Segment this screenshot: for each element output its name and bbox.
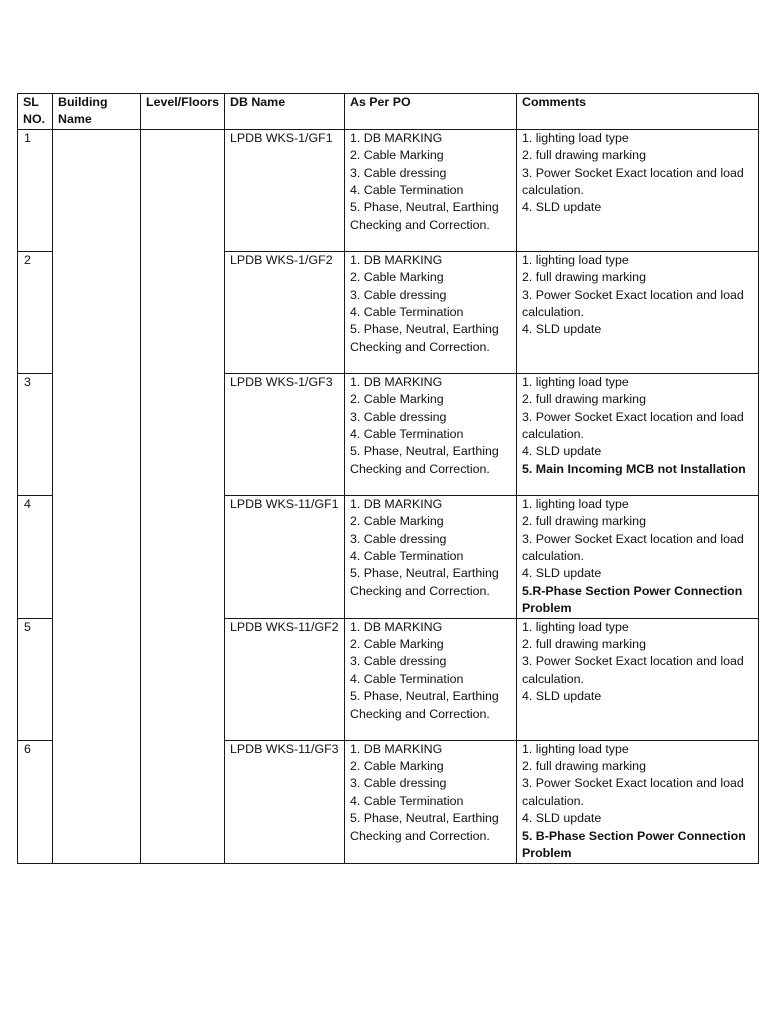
po-item: 4. Cable Termination (350, 671, 464, 686)
comments-cell (517, 495, 759, 618)
po-item: 3. Cable dressing (350, 531, 447, 546)
po-item: 1. DB MARKING (350, 741, 443, 756)
header-level-floors: Level/Floors (141, 94, 225, 130)
comment-item: 1. lighting load type (522, 741, 629, 756)
po-item: 2. Cable Marking (350, 637, 444, 652)
comment-item-issue: 5.R-Phase Section Power Connection Problem (522, 583, 743, 616)
db-name-cell: LPDB WKS-1/GF1 (225, 129, 345, 251)
po-item: 5. Phase, Neutral, Earthing Checking and Correction. (350, 322, 499, 354)
sl-no-cell: 5 (18, 618, 53, 740)
po-item: 5. Phase, Neutral, Earthing Checking and Correction. (350, 444, 499, 476)
po-item: 3. Cable dressing (350, 165, 447, 180)
comment-item: 2. full drawing marking (522, 270, 646, 285)
as-per-po-cell (345, 495, 517, 618)
db-name-cell: LPDB WKS-11/GF1 (225, 495, 345, 618)
po-item: 3. Cable dressing (350, 409, 447, 424)
comment-item: 2. full drawing marking (522, 392, 646, 407)
as-per-po-cell (345, 740, 517, 863)
comment-item: 1. lighting load type (522, 374, 629, 389)
po-item: 2. Cable Marking (350, 392, 444, 407)
po-item: 5. Phase, Neutral, Earthing Checking and Correction. (350, 200, 499, 232)
po-item: 2. Cable Marking (350, 270, 444, 285)
comment-item: 4. SLD update (522, 322, 602, 337)
po-item: 1. DB MARKING (350, 130, 443, 145)
comment-item: 3. Power Socket Exact location and load calculation. (522, 776, 744, 808)
level-floors-cell (141, 129, 225, 863)
po-item: 1. DB MARKING (350, 252, 443, 267)
po-item: 4. Cable Termination (350, 183, 464, 198)
as-per-po-cell (345, 373, 517, 495)
header-comments: Comments (517, 94, 759, 130)
po-item: 3. Cable dressing (350, 287, 447, 302)
po-item: 4. Cable Termination (350, 549, 464, 564)
table-row (18, 129, 759, 251)
po-item: 2. Cable Marking (350, 148, 444, 163)
comment-item: 4. SLD update (522, 200, 602, 215)
comment-item: 3. Power Socket Exact location and load calculation. (522, 531, 744, 564)
po-item: 3. Cable dressing (350, 776, 447, 791)
sl-no-cell: 4 (18, 495, 53, 618)
po-item: 5. Phase, Neutral, Earthing Checking and Correction. (350, 689, 499, 721)
po-item: 1. DB MARKING (350, 374, 443, 389)
po-item: 2. Cable Marking (350, 759, 444, 774)
db-inspection-table (17, 93, 759, 864)
comment-item: 3. Power Socket Exact location and load calculation. (522, 165, 744, 198)
as-per-po-cell (345, 251, 517, 373)
po-item: 2. Cable Marking (350, 514, 444, 529)
as-per-po-cell (345, 618, 517, 740)
header-db-name: DB Name (225, 94, 345, 130)
comment-item: 3. Power Socket Exact location and load calculation. (522, 287, 744, 320)
db-name-cell: LPDB WKS-1/GF2 (225, 251, 345, 373)
po-item: 4. Cable Termination (350, 427, 464, 442)
comment-item: 2. full drawing marking (522, 514, 646, 529)
comment-item: 3. Power Socket Exact location and load calculation. (522, 654, 744, 686)
po-item: 3. Cable dressing (350, 654, 447, 669)
db-name-cell: LPDB WKS-11/GF2 (225, 618, 345, 740)
building-name-cell (53, 129, 141, 863)
po-item: 4. Cable Termination (350, 305, 464, 320)
comment-item: 4. SLD update (522, 689, 602, 704)
comment-item: 1. lighting load type (522, 619, 629, 634)
sl-no-cell: 2 (18, 251, 53, 373)
po-item: 1. DB MARKING (350, 619, 443, 634)
comment-item: 3. Power Socket Exact location and load calculation. (522, 409, 744, 442)
as-per-po-cell (345, 129, 517, 251)
comments-cell (517, 618, 759, 740)
header-sl-no: SL NO. (18, 94, 53, 130)
po-item: 1. DB MARKING (350, 496, 443, 511)
header-building-name: Building Name (53, 94, 141, 130)
po-item: 5. Phase, Neutral, Earthing Checking and Correction. (350, 566, 499, 598)
comment-item: 2. full drawing marking (522, 148, 646, 163)
comments-cell (517, 373, 759, 495)
comments-cell (517, 251, 759, 373)
sl-no-cell: 6 (18, 740, 53, 863)
comment-item: 1. lighting load type (522, 130, 629, 145)
po-item: 4. Cable Termination (350, 793, 464, 808)
table-body (18, 129, 759, 863)
comment-item: 4. SLD update (522, 444, 602, 459)
comments-cell (517, 129, 759, 251)
comment-item: 1. lighting load type (522, 496, 629, 511)
po-item: 5. Phase, Neutral, Earthing Checking and Correction. (350, 811, 499, 843)
comment-item: 2. full drawing marking (522, 637, 646, 652)
comment-item-issue: 5. B-Phase Section Power Connection Problem (522, 828, 746, 861)
comment-item: 4. SLD update (522, 566, 602, 581)
comment-item-issue: 5. Main Incoming MCB not Installation (522, 461, 746, 476)
comment-item: 2. full drawing marking (522, 759, 646, 774)
comment-item: 1. lighting load type (522, 252, 629, 267)
sl-no-cell: 3 (18, 373, 53, 495)
header-as-per-po: As Per PO (345, 94, 517, 130)
comments-cell (517, 740, 759, 863)
db-name-cell: LPDB WKS-1/GF3 (225, 373, 345, 495)
comment-item: 4. SLD update (522, 811, 602, 826)
db-name-cell: LPDB WKS-11/GF3 (225, 740, 345, 863)
sl-no-cell: 1 (18, 129, 53, 251)
table-header-row (18, 94, 759, 130)
